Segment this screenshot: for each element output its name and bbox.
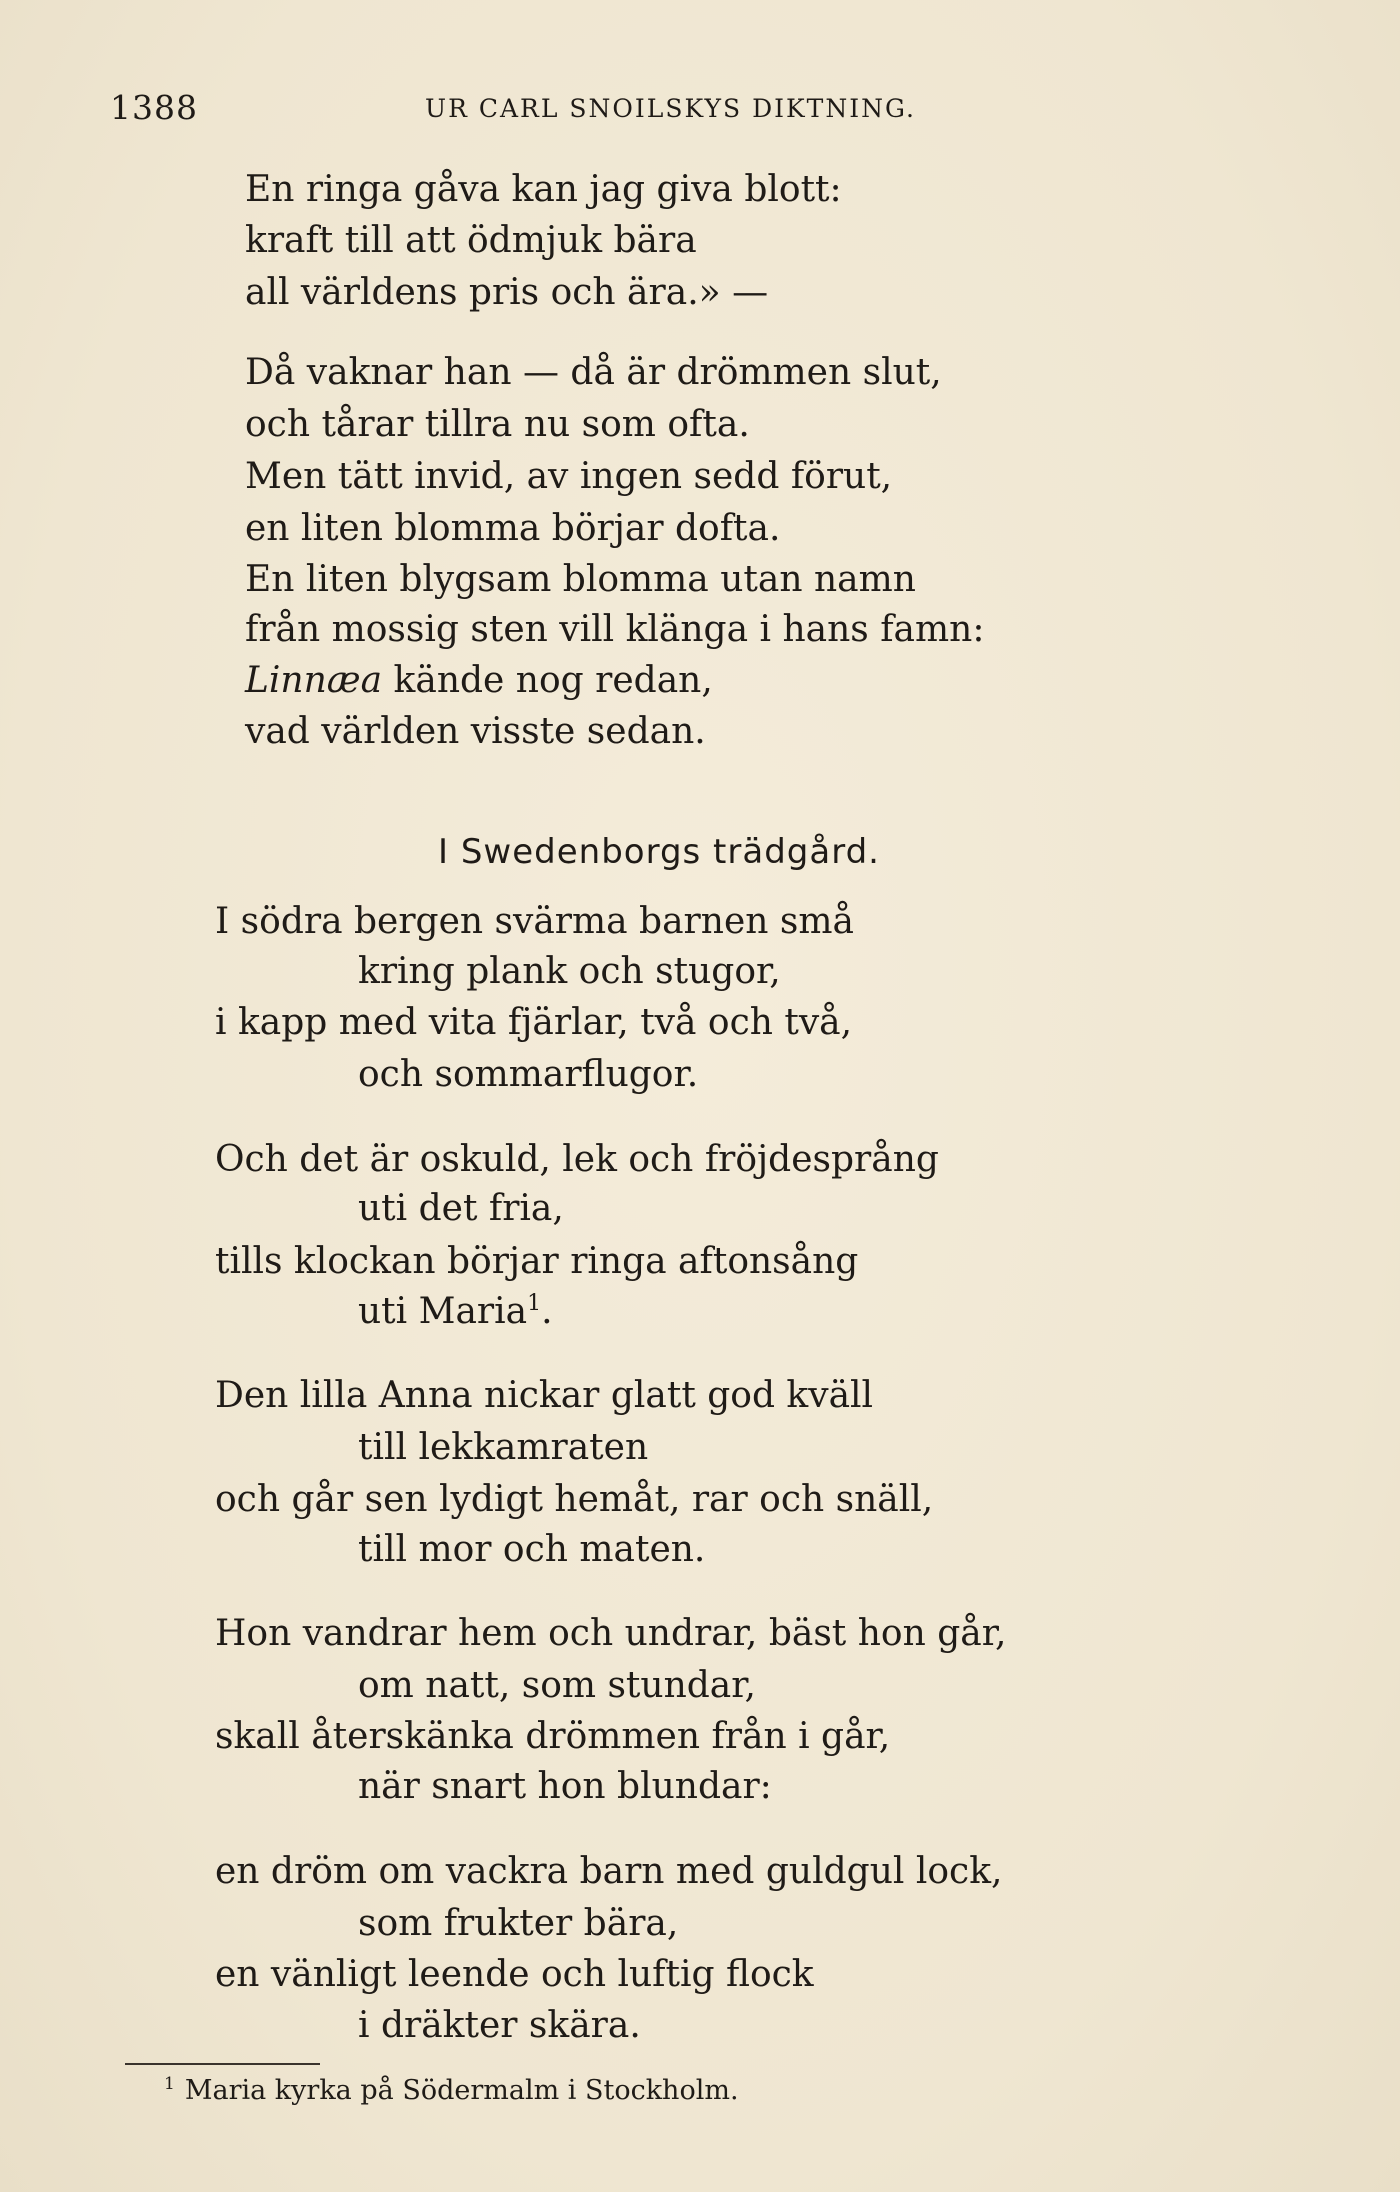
- poem-line: en vänligt leende och luftig flock: [215, 1954, 814, 1995]
- poem-line: till mor och maten.: [358, 1529, 706, 1570]
- poem-line: En ringa gåva kan jag giva blott:: [245, 169, 842, 210]
- poem-line: från mossig sten vill klänga i hans famn:: [245, 609, 985, 650]
- poem-line: Då vaknar han — då är drömmen slut,: [245, 352, 942, 393]
- poem-line: Den lilla Anna nickar glatt god kväll: [215, 1375, 874, 1416]
- poem-line: I södra bergen svärma barnen små: [215, 901, 854, 942]
- poem-line: om natt, som stundar,: [358, 1665, 756, 1706]
- poem-line: kring plank och stugor,: [358, 951, 781, 992]
- poem-line: [358, 1290, 553, 1334]
- poem-line: [245, 659, 713, 703]
- poem-line: uti det fria,: [358, 1188, 564, 1229]
- poem-line: En liten blygsam blomma utan namn: [245, 559, 916, 600]
- footnote: [164, 2073, 739, 2112]
- poem-line: till lekkamraten: [358, 1427, 649, 1468]
- poem-line: tills klockan börjar ringa aftonsång: [215, 1241, 859, 1282]
- latin-name: Linnæa: [245, 660, 383, 701]
- poem-line: Men tätt invid, av ingen sedd förut,: [245, 456, 893, 497]
- running-title: UR CARL SNOILSKYS DIKTNING.: [425, 94, 916, 123]
- poem-line: när snart hon blundar:: [358, 1766, 772, 1807]
- poem-line: all världens pris och ära.» —: [245, 272, 769, 313]
- footnote-text: Maria kyrka på Södermalm i Stockholm.: [184, 2075, 739, 2106]
- page-header: [0, 88, 1400, 128]
- poem-line: kraft till att ödmjuk bära: [245, 220, 697, 261]
- footnote-mark: 1: [164, 2074, 175, 2094]
- poem-line: och går sen lydigt hemåt, rar och snäll,: [215, 1479, 934, 1520]
- poem-line: och sommarflugor.: [358, 1054, 699, 1095]
- poem-line: som frukter bära,: [358, 1903, 679, 1944]
- poem-line: en dröm om vackra barn med guldgul lock,: [215, 1851, 1003, 1892]
- poem-line: vad världen visste sedan.: [245, 711, 706, 752]
- poem-line: skall återskänka drömmen från i går,: [215, 1716, 891, 1757]
- poem-line: en liten blomma börjar dofta.: [245, 508, 781, 549]
- poem-line: i kapp med vita fjärlar, två och två,: [215, 1002, 853, 1043]
- poem-line: Hon vandrar hem och undrar, bäst hon går,: [215, 1613, 1007, 1654]
- page-number: 1388: [110, 88, 198, 127]
- poem-line-text: kände nog redan,: [382, 660, 713, 701]
- poem-line-text: uti Maria: [358, 1291, 528, 1332]
- poem-line: i dräkter skära.: [358, 2005, 641, 2046]
- footnote-reference: 1: [527, 1291, 542, 1316]
- poem-line: Och det är oskuld, lek och fröjdesprång: [215, 1139, 939, 1180]
- poem-line-punct: .: [541, 1291, 553, 1332]
- poem-line: och tårar tillra nu som ofta.: [245, 404, 750, 445]
- section-title: I Swedenborgs trädgård.: [438, 832, 880, 872]
- footnote-divider: [125, 2063, 320, 2065]
